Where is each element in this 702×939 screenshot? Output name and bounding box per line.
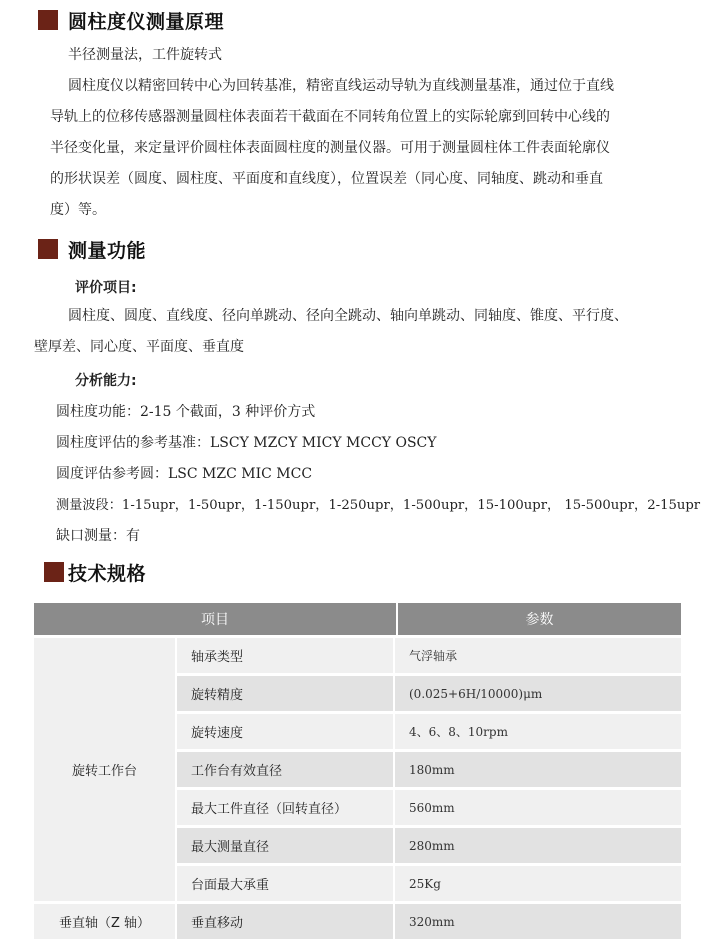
eval-line: 壁厚差、同心度、平面度、垂直度 [34,339,244,355]
heading-marker-icon [38,10,58,30]
eval-line: 圆柱度、圆度、直线度、径向单跳动、径向全跳动、轴向单跳动、同轴度、锥度、平行度、 [68,308,628,324]
row-item: 垂直移动 [177,904,395,939]
section-heading-principle [38,5,224,35]
table-row [177,749,681,787]
table-row [177,901,681,939]
row-item: 轴承类型 [177,638,395,673]
section-title: 圆柱度仪测量原理 [68,10,225,33]
eval-label: 评价项目: [75,280,137,296]
group-label: 旋转工作台 [34,635,177,901]
table-group [34,635,681,901]
row-item: 台面最大承重 [177,866,395,901]
section-heading-functions [38,234,146,264]
heading-marker-icon [44,562,64,582]
row-item: 最大工件直径（回转直径） [177,790,395,825]
row-item: 旋转速度 [177,714,395,749]
table-row [177,787,681,825]
row-value: 180mm [409,762,455,777]
analysis-item: 圆柱度评估的参考基准：LSCY MZCY MICY MCCY OSCY [56,435,437,451]
header-item: 项目 [34,603,398,635]
row-item: 旋转精度 [177,676,395,711]
header-value: 参数 [525,612,554,628]
row-value: 320mm [409,914,455,929]
analysis-item: 圆柱度功能：2-15 个截面，3 种评价方式 [56,404,316,420]
row-item: 最大测量直径 [177,828,395,863]
heading-marker-icon [38,239,58,259]
desc-line: 度）等。 [50,202,106,218]
table-row [177,711,681,749]
row-value: 气浮轴承 [409,649,458,663]
analysis-item: 圆度评估参考圆：LSC MZC MIC MCC [56,466,313,482]
table-row [177,825,681,863]
row-value: 560mm [409,800,455,815]
row-item: 工作台有效直径 [177,752,395,787]
section-title: 技术规格 [68,562,147,585]
section-heading-specs [44,557,146,587]
method-text: 半径测量法，工件旋转式 [68,47,222,63]
spec-table [34,603,681,939]
section-title: 测量功能 [68,239,147,262]
group-label: 垂直轴（Z 轴） [34,901,177,939]
table-header-row [34,603,681,635]
desc-line: 的形状误差（圆度、圆柱度、平面度和直线度），位置误差（同心度、同轴度、跳动和垂直 [50,171,603,187]
table-row [177,673,681,711]
desc-line: 圆柱度仪以精密回转中心为回转基准，精密直线运动导轨为直线测量基准，通过位于直线 [68,78,614,94]
analysis-item: 缺口测量：有 [56,528,140,544]
row-value: 280mm [409,838,455,853]
table-row [177,635,681,673]
analysis-label: 分析能力: [75,373,137,389]
desc-line: 半径变化量，来定量评价圆柱体表面圆柱度的测量仪器。可用于测量圆柱体工件表面轮廓仪 [50,140,610,156]
desc-line: 导轨上的位移传感器测量圆柱体表面若干截面在不同转角位置上的实际轮廓到回转中心线的 [50,109,610,125]
analysis-item: 测量波段：1-15upr，1-50upr，1-150upr，1-250upr，1-500upr，15-100upr， 15-500upr，2-15upr [56,498,701,513]
row-value: 4、6、8、10rpm [409,725,508,739]
table-row [177,863,681,901]
table-group [34,901,681,939]
row-value: 25Kg [409,876,441,891]
row-value: (0.025+6H/10000)μm [409,686,543,701]
